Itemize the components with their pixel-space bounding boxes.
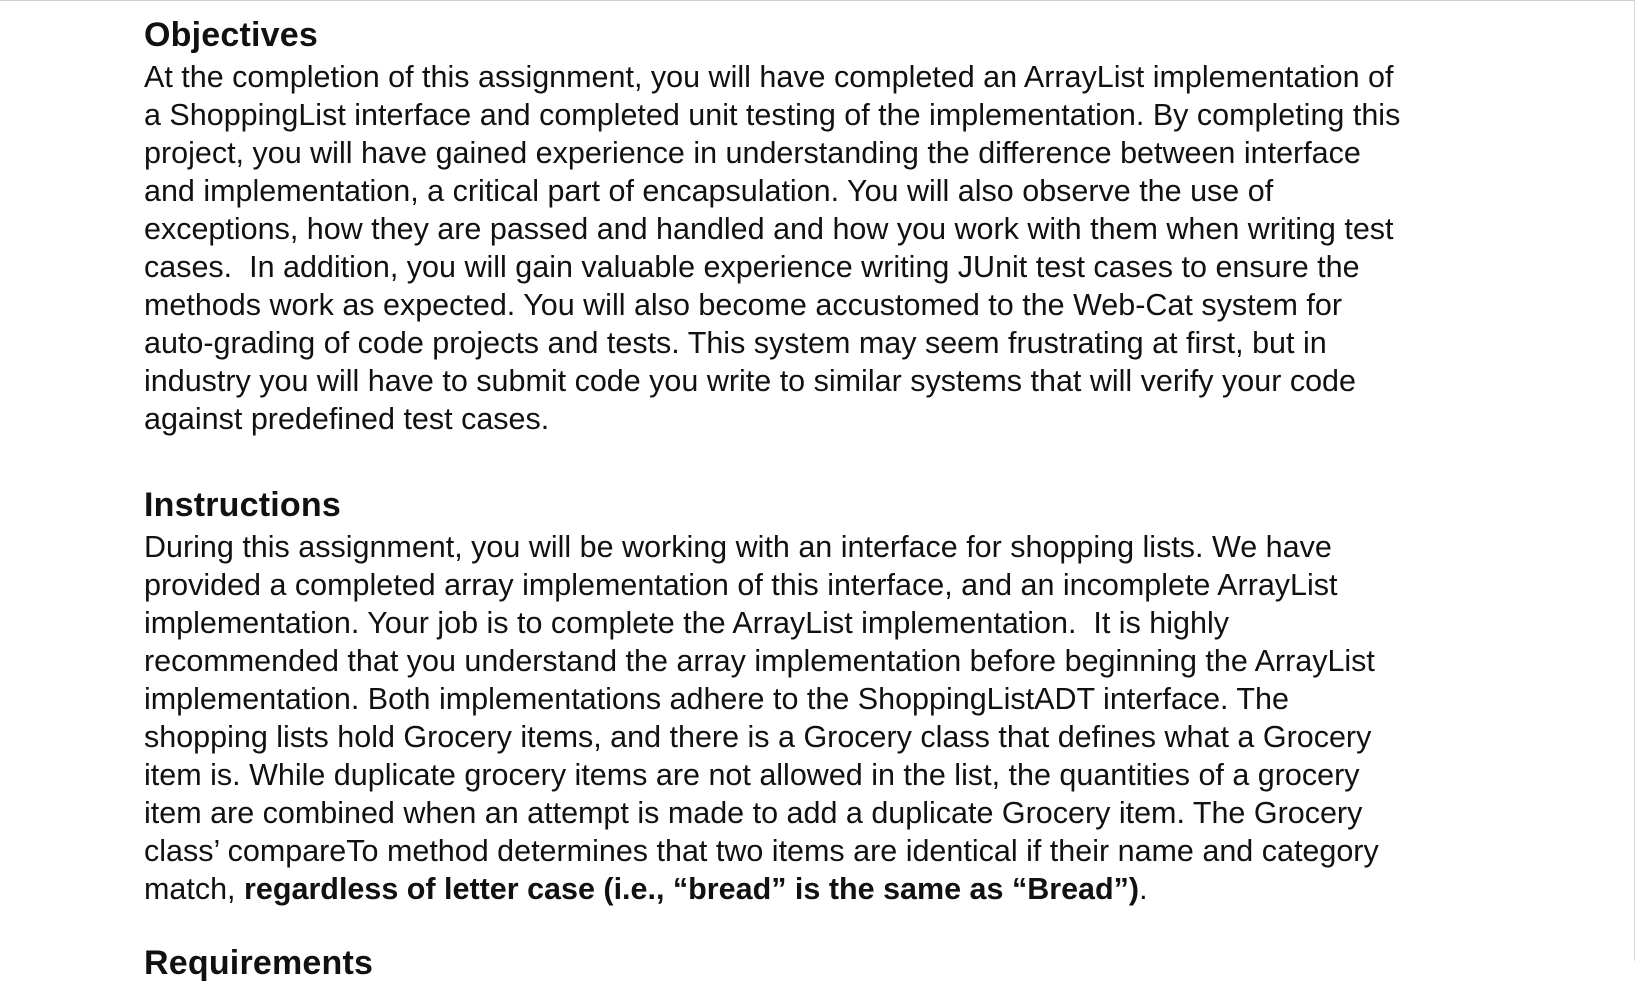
objectives-heading: Objectives [144,16,318,54]
text-line: industry you will have to submit code you write to similar systems that will verify your code [144,364,1356,398]
text-line: implementation. Your job is to complete the ArrayList implementation. It is highly [144,606,1229,640]
text-line: against predefined test cases. [144,402,550,436]
text-line: recommended that you understand the array implementation before beginning the ArrayList [144,644,1375,678]
text-line-final [144,870,1504,908]
final-line-suffix: . [1139,872,1148,906]
text-line: exceptions, how they are passed and handled and how you work with them when writing test [144,212,1394,246]
objectives-paragraph [144,58,1504,438]
bold-emphasis: regardless of letter case (i.e., “bread” is the same as “Bread”) [244,872,1140,906]
text-line: and implementation, a critical part of encapsulation. You will also observe the use of [144,174,1274,208]
text-line: auto-grading of code projects and tests. This system may seem frustrating at first, but in [144,326,1327,360]
top-border [0,0,1635,1]
section-spacer [144,438,1504,482]
text-line: At the completion of this assignment, you will have completed an ArrayList implementation of [144,60,1394,94]
text-line: provided a completed array implementation of this interface, and an incomplete ArrayList [144,568,1338,602]
instructions-paragraph [144,528,1504,908]
text-line: shopping lists hold Grocery items, and there is a Grocery class that defines what a Grocery [144,720,1372,754]
text-line: methods work as expected. You will also become accustomed to the Web-Cat system for [144,288,1342,322]
text-line: item is. While duplicate grocery items are not allowed in the list, the quantities of a grocery [144,758,1360,792]
text-line: project, you will have gained experience in understanding the difference between interface [144,136,1361,170]
final-line-prefix: match, [144,872,245,906]
objectives-section [144,12,1504,438]
text-line: implementation. Both implementations adhere to the ShoppingListADT interface. The [144,682,1289,716]
text-line: class’ compareTo method determines that two items are identical if their name and category [144,834,1379,868]
requirements-heading-partial: Requirements [144,944,374,982]
document-page [144,12,1504,986]
text-line: a ShoppingList interface and completed unit testing of the implementation. By completing this [144,98,1401,132]
instructions-section [144,482,1504,908]
text-line: During this assignment, you will be working with an interface for shopping lists. We have [144,530,1332,564]
text-line: item are combined when an attempt is made to add a duplicate Grocery item. The Grocery [144,796,1363,830]
text-line: cases. In addition, you will gain valuable experience writing JUnit test cases to ensure the [144,250,1360,284]
instructions-heading: Instructions [144,486,341,524]
